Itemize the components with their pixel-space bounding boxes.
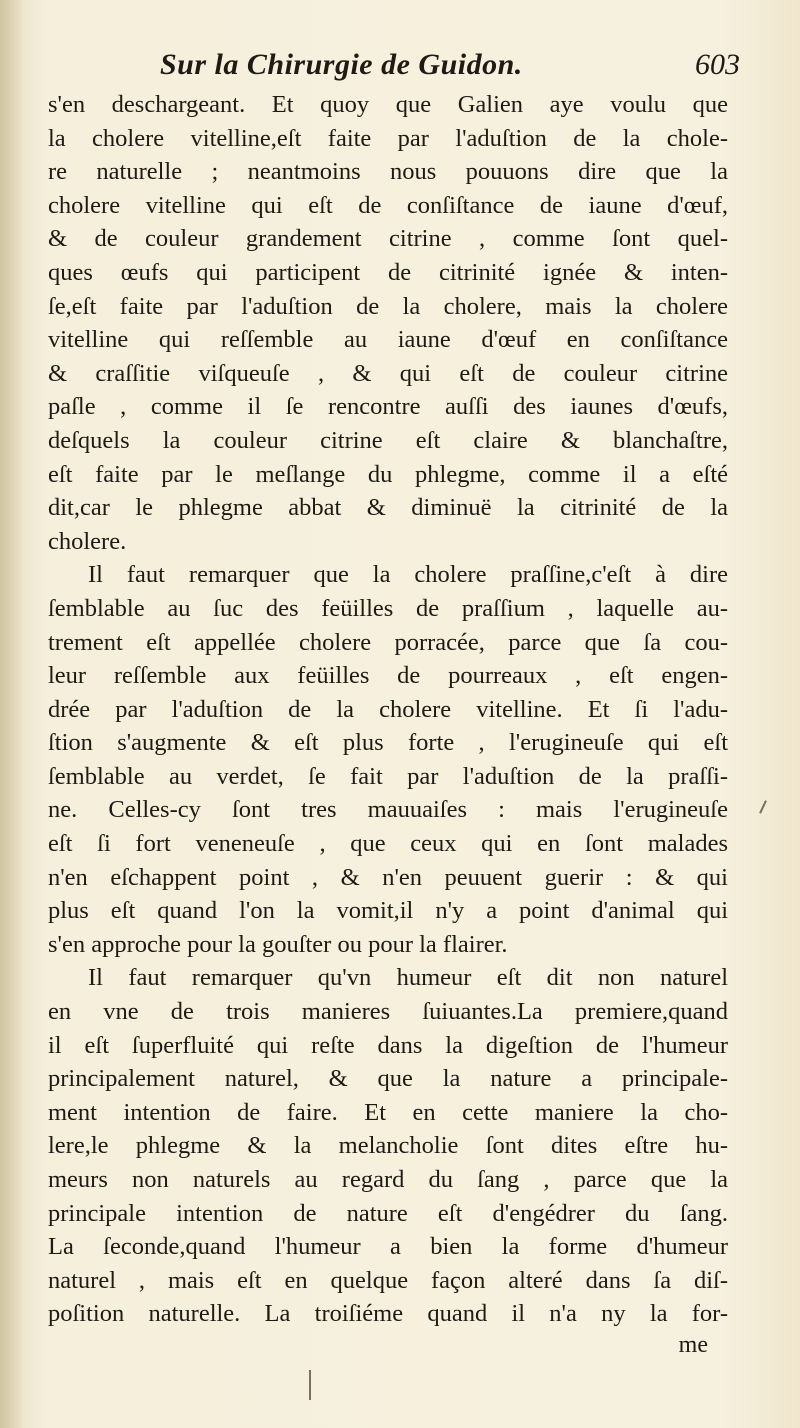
text-line: eſt ſi fort veneneuſe , que ceux qui en ſont malades [48, 830, 728, 858]
paragraph-start-line: Il faut remarquer que la cholere praſſine,c'eſt à dire [88, 561, 728, 589]
text-line: cholere vitelline qui eſt de conſiſtance de iaune d'œuf, [48, 191, 728, 219]
paragraph-start-line: Il faut remarquer qu'vn humeur eſt dit non naturel [88, 964, 728, 992]
text-line: ſemblable au ſuc des feüilles de praſſium , laquelle au- [48, 594, 728, 622]
text-line: il eſt ſuperfluité qui reſte dans la digeſtion de l'humeur [48, 1031, 728, 1059]
text-line: La ſeconde,quand l'humeur a bien la forme d'humeur [48, 1233, 728, 1261]
text-line: principalement naturel, & que la nature a principale- [48, 1065, 728, 1093]
text-line: s'en deschargeant. Et quoy que Galien aye voulu que [48, 91, 728, 118]
text-line: leur reſſemble aux feüilles de pourreaux , eſt engen- [48, 662, 728, 690]
ink-stroke-mark [309, 1370, 311, 1400]
text-line: meurs non naturels au regard du ſang , parce que la [48, 1166, 728, 1193]
text-line: & craſſitie viſqueuſe , & qui eſt de couleur citrine [48, 359, 728, 387]
text-line: cholere. [48, 527, 127, 555]
text-line: dit,car le phlegme abbat & diminuë la citrinité de la [48, 494, 728, 522]
text-line: en vne de trois manieres ſuiuantes.La premiere,quand [48, 998, 728, 1026]
text-line: ment intention de faire. Et en cette maniere la cho- [48, 1098, 728, 1126]
page-header [160, 48, 740, 88]
text-line: principale intention de nature eſt d'engédrer du ſang. [48, 1199, 728, 1227]
text-line: ne. Celles-cy ſont tres mauuaiſes : mais l'erugineuſe [48, 796, 728, 824]
text-line: drée par l'aduſtion de la cholere vitelline. Et ſi l'adu- [48, 695, 728, 723]
text-line: deſquels la couleur citrine eſt claire & blanchaſtre, [48, 426, 728, 454]
body-text [48, 88, 728, 1331]
text-line: lere,le phlegme & la melancholie ſont dites eſtre hu- [48, 1132, 728, 1160]
text-line: ſtion s'augmente & eſt plus forte , l'erugineuſe qui eſt [48, 729, 728, 757]
ink-stroke-mark [759, 800, 767, 814]
text-line: ques œufs qui participent de citrinité ignée & inten- [48, 258, 728, 286]
text-line: eſt faite par le meſlange du phlegme, comme il a eſté [48, 460, 728, 488]
page-number: 603 [695, 48, 740, 81]
text-line: ſe,eſt faite par l'aduſtion de la cholere, mais la cholere [48, 292, 728, 320]
text-line: n'en eſchappent point , & n'en peuuent guerir : & qui [48, 863, 728, 891]
text-line: poſition naturelle. La troiſiéme quand il n'a ny la for- [48, 1300, 728, 1328]
text-line: & de couleur grandement citrine , comme ſont quel- [48, 225, 728, 253]
text-line: la cholere vitelline,eſt faite par l'aduſtion de la chole- [48, 124, 728, 152]
text-line: re naturelle ; neantmoins nous pouuons dire que la [48, 158, 728, 186]
text-line: naturel , mais eſt en quelque façon alteré dans ſa diſ- [48, 1266, 728, 1294]
text-line: trement eſt appellée cholere porracée, parce que ſa cou- [48, 628, 728, 656]
catchword: me [678, 1332, 708, 1358]
text-line: paſle , comme il ſe rencontre auſſi des iaunes d'œufs, [48, 393, 728, 421]
text-line: s'en approche pour la gouſter ou pour la flairer. [48, 930, 508, 958]
text-line: plus eſt quand l'on la vomit,il n'y a point d'animal qui [48, 897, 728, 925]
text-line: vitelline qui reſſemble au iaune d'œuf en conſiſtance [48, 326, 728, 354]
page-gutter-shadow [0, 0, 22, 1428]
running-head: Sur la Chirurgie de Guidon. [160, 48, 523, 81]
text-line: ſemblable au verdet, ſe fait par l'aduſtion de la praſſi- [48, 762, 728, 790]
